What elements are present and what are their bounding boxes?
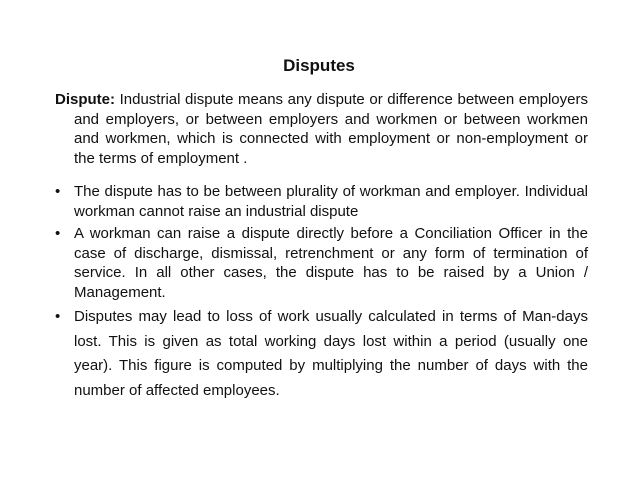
bullet-list xyxy=(55,182,588,403)
bullet-icon: • xyxy=(55,308,61,325)
definition-term: Dispute: xyxy=(55,91,115,108)
bullet-icon: • xyxy=(55,183,61,200)
bullet-text: Disputes may lead to loss of work usually calculated in terms of Man-days lost. This is given as total working days lost within a period (usually one year). This figure is computed by multiplying the number of days with the number of affected employees. xyxy=(74,308,588,399)
dispute-definition xyxy=(55,90,588,168)
slide-title: Disputes xyxy=(283,56,355,75)
bullet-item-plurality xyxy=(55,182,588,221)
bullet-icon: • xyxy=(55,225,61,242)
definition-text: Industrial dispute means any dispute or difference between employers and employers, or between employers and workmen or between workmen and workmen, which is connected with employment or non-employment or the terms of employment . xyxy=(74,91,588,167)
bullet-item-conciliation xyxy=(55,224,588,302)
bullet-text: A workman can raise a dispute directly before a Conciliation Officer in the case of discharge, dismissal, retrenchment or any form of termination of service. In all other cases, the dispute has to be raised by a Union / Management. xyxy=(74,225,588,301)
bullet-item-mandays xyxy=(55,305,588,403)
bullet-text: The dispute has to be between plurality of workman and employer. Individual workman cannot raise an industrial dispute xyxy=(74,183,588,220)
